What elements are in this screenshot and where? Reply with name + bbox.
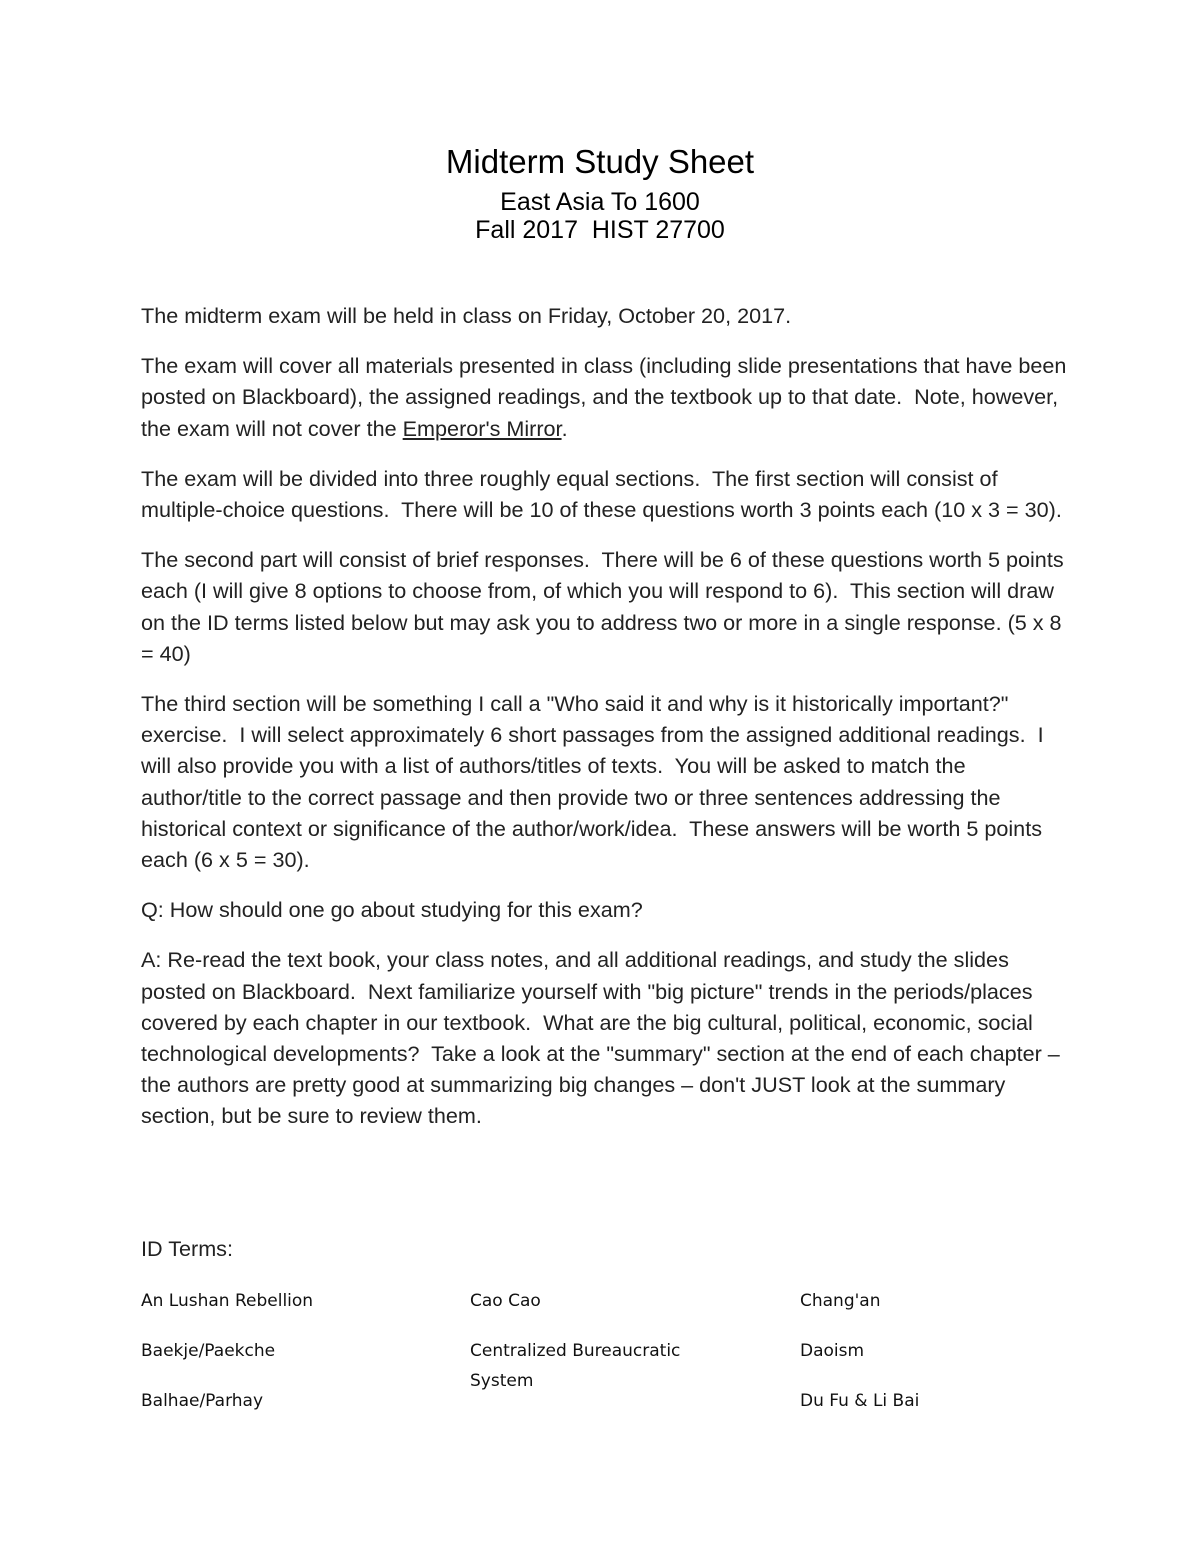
document-body (141, 300, 1071, 1151)
course-name: East Asia To 1600 (500, 188, 700, 216)
section-one-paragraph: The exam will be divided into three roughly equal sections. The first section will consist of multiple-choice questions. There will be 10 of these questions worth 3 points each (10 x 3 = 30). (141, 465, 1062, 523)
section-two-paragraph: The second part will consist of brief responses. There will be 6 of these questions worth 5 points each (I will give 8 options to choose from, of which you will respond to 6). This section will draw on the ID terms listed below but may ask you to address two or more in a single response. (5 x 8 = 40) (141, 547, 1070, 666)
id-term: Cao Cao (470, 1291, 541, 1311)
id-terms-column-3 (800, 1286, 1100, 1436)
section-three-paragraph: The third section will be something I call a "Who said it and why is it historically important?" exercise. I will select approximately 6 short passages from the assigned additional readings. I will also provide you with a list of authors/titles of texts. You will be asked to match the author/title to the correct passage and then provide two or three sentences addressing the historical context or significance of the author/work/idea. These answers will be worth 5 points each (6 x 5 = 30). (141, 691, 1050, 873)
id-term: Daoism (800, 1341, 865, 1361)
coverage-paragraph (141, 350, 1071, 444)
emperors-mirror-title: Emperor's Mirror (402, 415, 562, 441)
id-term: Chang'an (800, 1291, 881, 1311)
course-term-code: Fall 2017 HIST 27700 (475, 216, 725, 244)
study-question: Q: How should one go about studying for this exam? (141, 897, 643, 923)
page-title: Midterm Study Sheet (445, 143, 755, 180)
exam-date-paragraph: The midterm exam will be held in class on Friday, October 20, 2017. (141, 303, 792, 328)
id-term: An Lushan Rebellion (141, 1291, 314, 1311)
id-term: Baekje/Paekche (141, 1341, 276, 1361)
id-term: Du Fu & Li Bai (800, 1391, 920, 1411)
coverage-text: The exam will cover all materials presented in class (including slide presentations that have been posted on Blackboard), the assigned readings, and the textbook up to that date. Note, however, the exam will not cover the (141, 353, 1073, 441)
study-answer: A: Re-read the text book, your class notes, and all additional readings, and study the slides posted on Blackboard. Next familiarize yourself with "big picture" trends in the periods/places covered by each chapter in our textbook. What are the big cultural, political, economic, social technological developments? Take a look at the "summary" section at the end of each chapter – the authors are pretty good at summarizing big changes – don't JUST look at the summary section, but be sure to review them. (141, 947, 1066, 1129)
id-term: Balhae/Parhay (141, 1391, 264, 1411)
id-terms-column-2 (470, 1286, 710, 1396)
id-term: Centralized Bureaucratic System (470, 1341, 681, 1391)
coverage-end: . (561, 415, 568, 441)
id-terms-column-1 (141, 1286, 441, 1436)
id-terms-heading: ID Terms: (141, 1236, 233, 1261)
